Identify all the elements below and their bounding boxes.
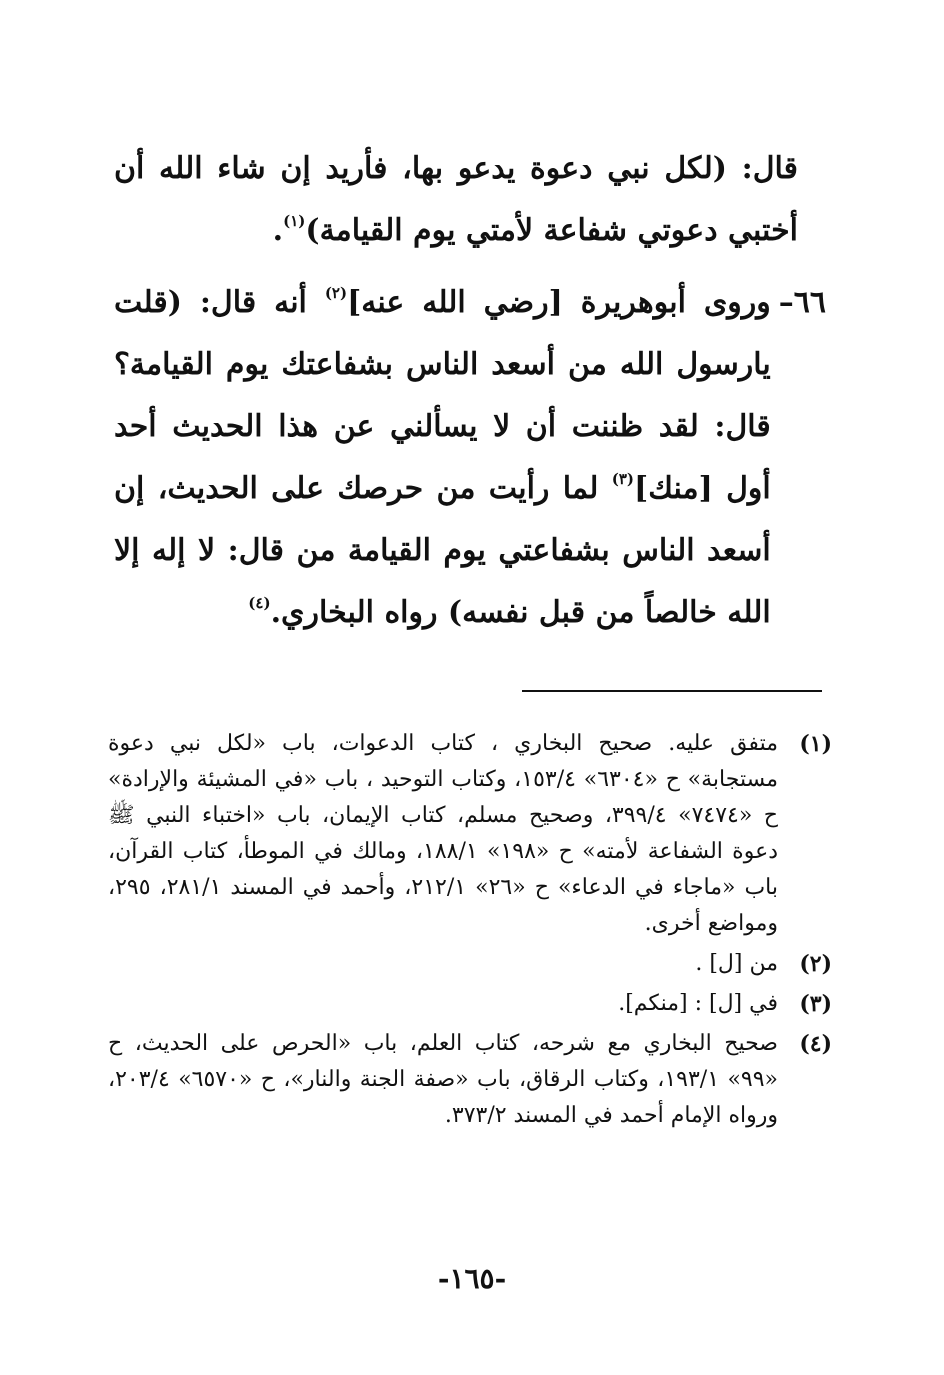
hadith-number: ٦٦– bbox=[778, 285, 826, 320]
footnote-3 bbox=[108, 986, 832, 1022]
intro-text: قال: (لكل نبي دعوة يدعو بها، فأريد إن شاء الله أن أختبي دعوتي شفاعة لأمتي يوم القيامة) bbox=[114, 151, 798, 248]
footnotes bbox=[108, 726, 832, 1138]
intro-end: . bbox=[272, 213, 284, 248]
footnote-mark: (١) bbox=[799, 731, 832, 757]
intro-paragraph bbox=[114, 138, 826, 262]
footnote-2 bbox=[108, 946, 832, 982]
footnote-text: متفق عليه. صحيح البخاري ، كتاب الدعوات، باب «لكل نبي دعوة مستجابة» ح «٦٣٠٤» ١٥٣/٤، وكتاب التوحيد ، باب «في المشيئة والإرادة» ح «٧٤٧٤» ٣٩٩/٤، وصحيح مسلم، كتاب الإيمان، باب «اختباء النبي ﷺ دعوة الشفاعة لأمته» ح «١٩٨» ١٨٨/١، ومالك في الموطأ، كتاب القرآن، باب «ماجاء في الدعاء» ح «٢٦» ٢١٢/١، وأحمد في المسند ٢٨١/١، ٢٩٥، ومواضع أخرى. bbox=[108, 731, 779, 936]
hadith-part-2: أنه قال: (قلت يارسول الله من أسعد الناس بشفاعتك يوم القيامة؟ قال: لقد ظننت أن لا يسألني عن هذا الحديث أحد أول [منك] bbox=[114, 285, 771, 506]
footnote-4 bbox=[108, 1026, 832, 1134]
footnote-separator bbox=[522, 690, 822, 692]
footnote-text: من [ل] . bbox=[695, 951, 778, 976]
footnote-mark: (٢) bbox=[799, 951, 832, 977]
footnote-1 bbox=[108, 726, 832, 942]
footnote-mark: (٤) bbox=[799, 1031, 832, 1057]
hadith-part-3: لما رأيت من حرصك على الحديث، إن أسعد الناس بشفاعتي يوم القيامة من قال: لا إله إلا الله خالصاً من قبل نفسه) رواه البخاري. bbox=[114, 471, 771, 630]
hadith-part-1: وروى أبوهريرة [رضي الله عنه] bbox=[347, 285, 771, 320]
footnote-text: صحيح البخاري مع شرحه، كتاب العلم، باب «الحرص على الحديث، ح «٩٩» ١٩٣/١، وكتاب الرقاق، باب «صفة الجنة والنار»، ح «٦٥٧٠» ٢٠٣/٤، ورواه الإمام أحمد في المسند ٣٧٣/٢. bbox=[108, 1031, 779, 1128]
hadith-66 bbox=[114, 272, 826, 644]
main-text bbox=[114, 138, 826, 644]
footnote-mark: (٣) bbox=[799, 991, 832, 1017]
footnote-ref-1: (١) bbox=[283, 212, 306, 230]
footnote-ref-4: (٤) bbox=[248, 594, 271, 612]
footnote-ref-3: (٣) bbox=[611, 470, 634, 488]
footnote-ref-2: (٢) bbox=[324, 284, 348, 302]
hadith-body bbox=[114, 272, 771, 644]
footnote-text: في [ل] : [منكم]. bbox=[618, 991, 778, 1016]
page-number: -١٦٥- bbox=[437, 1262, 507, 1295]
